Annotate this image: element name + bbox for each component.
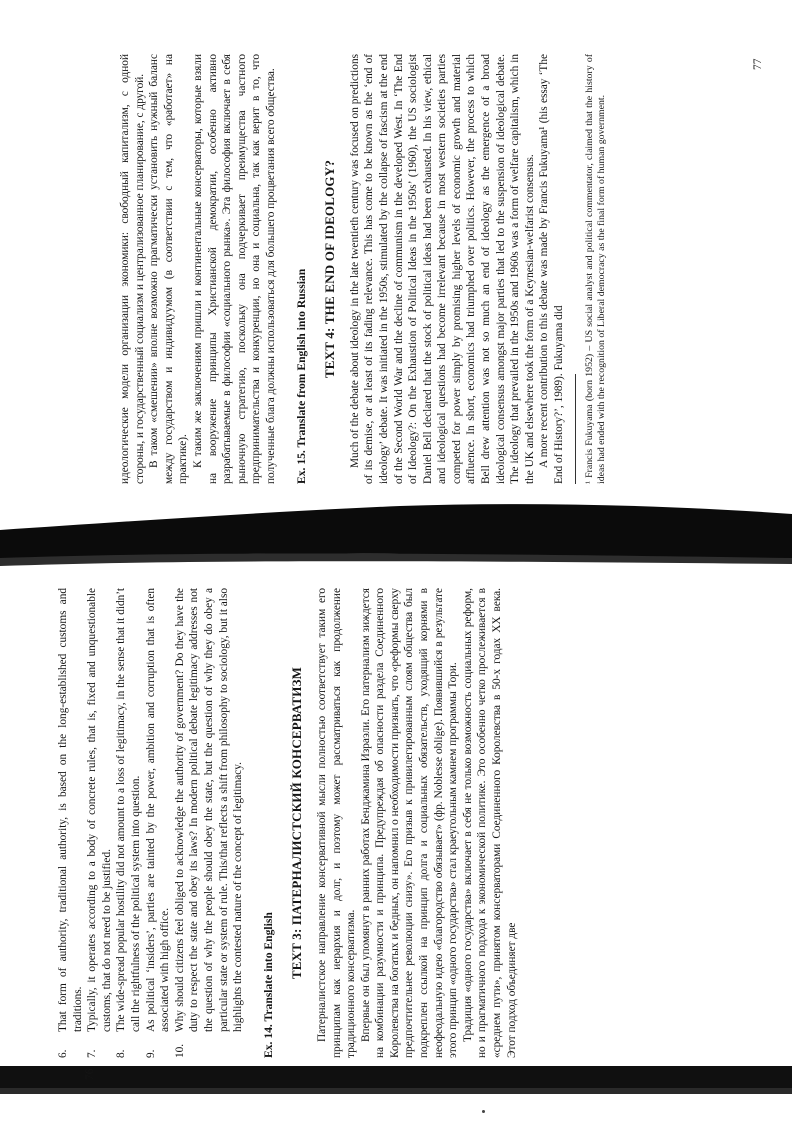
- footnote-rule: [575, 374, 576, 484]
- body-paragraph: Much of the debate about ideology in the late twentieth century was focused on predictions of its demise, or at least of its fading relevance. This has come to be known as the ‘end of ideology’ debate. It was initiated in the 1950s, stimulated by the collapse of fascism at the end of the Second World War and the decline of communism in the developed West. In ‘The End of Ideology?: On the Exhaustion of Political Ideas in the 1950s’ (1960), the US sociologist Daniel Bell declared that the stock of political ideas had been exhausted. In his view, ethical and ideological questions had become irrelevant because in most western societies parties competed for power simply by promising higher levels of economic growth and material affluence. In short, economics had triumphed over politics. However, the process to which Bell drew attention was not so much an end of ideology as the emergence of a broad ideological consensus amongst major parties that led to the suspension of ideological debate. The ideology that prevailed in the 1950s and 1960s was a form of welfare capitalism, which in the UK and elsewhere took the form of a Keynesian-welfarist consensus.: [348, 54, 536, 484]
- body-paragraph: К таким же заключениям пришли и континентальные консерваторы, которые взяли на вооружение принципы Христианской демократии, особенно активно разрабатываемые в философии «социального рынка». Эта философия включает в себя рыночную стратегию, поскольку она подчеркивает преимущества частного предпринимательства и конкуренции, но она и социальна, так как верит в то, что полученные блага должны использоваться для большего процветания всего общества.: [191, 54, 277, 484]
- question-list: [56, 588, 246, 1058]
- question-number: 8.: [115, 1049, 128, 1058]
- question-text: Why should citizens feel obliged to acknowledge the authority of government? Do they have the duty to respect the state and obey its laws? In modern political debate legitimacy addresses not the question of why the people should obey the state, but the question of why they do obey a particular state or system of rule. This/that reflects a shift from philosophy to sociology, but it also highlights the contested nature of the concept of legitimacy.: [173, 588, 245, 1032]
- body-paragraph: В таком «смешении» вполне возможно прагматически установить нужный баланс между государством и индивидуумом (в соответствии с тем, что «работает» на практике).: [148, 54, 190, 484]
- body-paragraph: Традиция «одного государства» включает в себя не только возможность социальных реформ, но и прагматичного подхода к экономической политике. Это особенно четко прослеживается в «среднем пути», принятом консерваторами Соединенного Королевства в 50-х годах XX века. Этот подход объединяет две: [461, 588, 518, 1058]
- right-page: [118, 54, 758, 484]
- text-title: TEXT 4: THE END OF IDEOLOGY?: [322, 159, 338, 379]
- question-text: That form of authority, traditional authority, is based on the long-established customs and traditions.: [57, 588, 84, 1032]
- question-item: [56, 588, 85, 1058]
- question-text: The wide-spread popular hostility did not amount to a loss of legitimacy, in the sense that it didn’t call the rightfulness of the political system into question.: [115, 588, 142, 1032]
- scan-bottom-edge: [0, 1066, 792, 1088]
- exercise-heading: Ex. 15. Translate from English into Russian: [294, 268, 308, 484]
- exercise-heading: Ex. 14. Translate into English: [261, 912, 275, 1058]
- page-number: 77: [752, 58, 764, 70]
- question-number: 10.: [173, 1043, 186, 1058]
- book-fold-shadow: [0, 500, 792, 580]
- question-item: [114, 588, 143, 1058]
- scan-speck: [482, 1110, 485, 1113]
- body-paragraph: Впервые он был упомянут в ранних работах Бенджамина Израэли. Его патернализм зиждется на комбинации разумности и принципа. Предупреждая об опасности раздела Соединенного Королевства на богатых и бедных, он напомнил о необходимости признать, что «реформы сверху предпочтительнее революции снизу». Его призыв к привилегированным слоям общества был подкреплен ссылкой на принцип долга и социальных обязательств, уходящий корнями в неофеодальную идею «благородство обязывает» (фр. Noblesse oblige). Появившийся в результате этого принцип «одного государства» стал краеугольным камнем программы Тори.: [359, 588, 460, 1058]
- body-paragraph: A more recent contribution to this debate was made by Francis Fukuyama¹ (his essay ‘The End of History?’, 1989). Fukuyama did: [538, 54, 566, 484]
- question-number: 7.: [86, 1049, 99, 1058]
- footnote: ¹ Francis Fukuyama (born 1952) – US social analyst and political commentator, claimed that the history of ideas had ended with the recognition of Liberal democracy as the final form of human government.: [583, 54, 608, 484]
- text-title: TEXT 3: ПАТЕРНАЛИСТСКИЙ КОНСЕРВАТИЗМ: [289, 666, 305, 980]
- body-paragraph: идеологические модели организации экономики: свободный капитализм, с одной стороны, и государственный социализм и централизованное планирование, с другой.: [119, 54, 146, 484]
- scan-bottom-edge-shadow: [0, 1088, 792, 1094]
- left-page: [56, 588, 696, 1058]
- question-text: Typically, it operates according to a body of concrete rules, that is, fixed and unquestionable customs, that do not need to be justified.: [86, 588, 113, 1032]
- question-item: [144, 588, 173, 1058]
- body-paragraph: Патерналистское направление консервативной мысли полностью соответствует таким его принципам как иерархия и долг, и поэтому может рассматриваться как продолжение традиционного консерватизма.: [315, 588, 358, 1058]
- question-number: 9.: [144, 1049, 157, 1058]
- question-text: As political ‘insiders’, parties are tainted by the power, ambition and corruption that is often associated with high office.: [144, 588, 172, 1032]
- question-number: 6.: [57, 1049, 69, 1058]
- question-item: [85, 588, 114, 1058]
- question-item: [173, 588, 246, 1058]
- page-number: 76: [84, 1068, 96, 1080]
